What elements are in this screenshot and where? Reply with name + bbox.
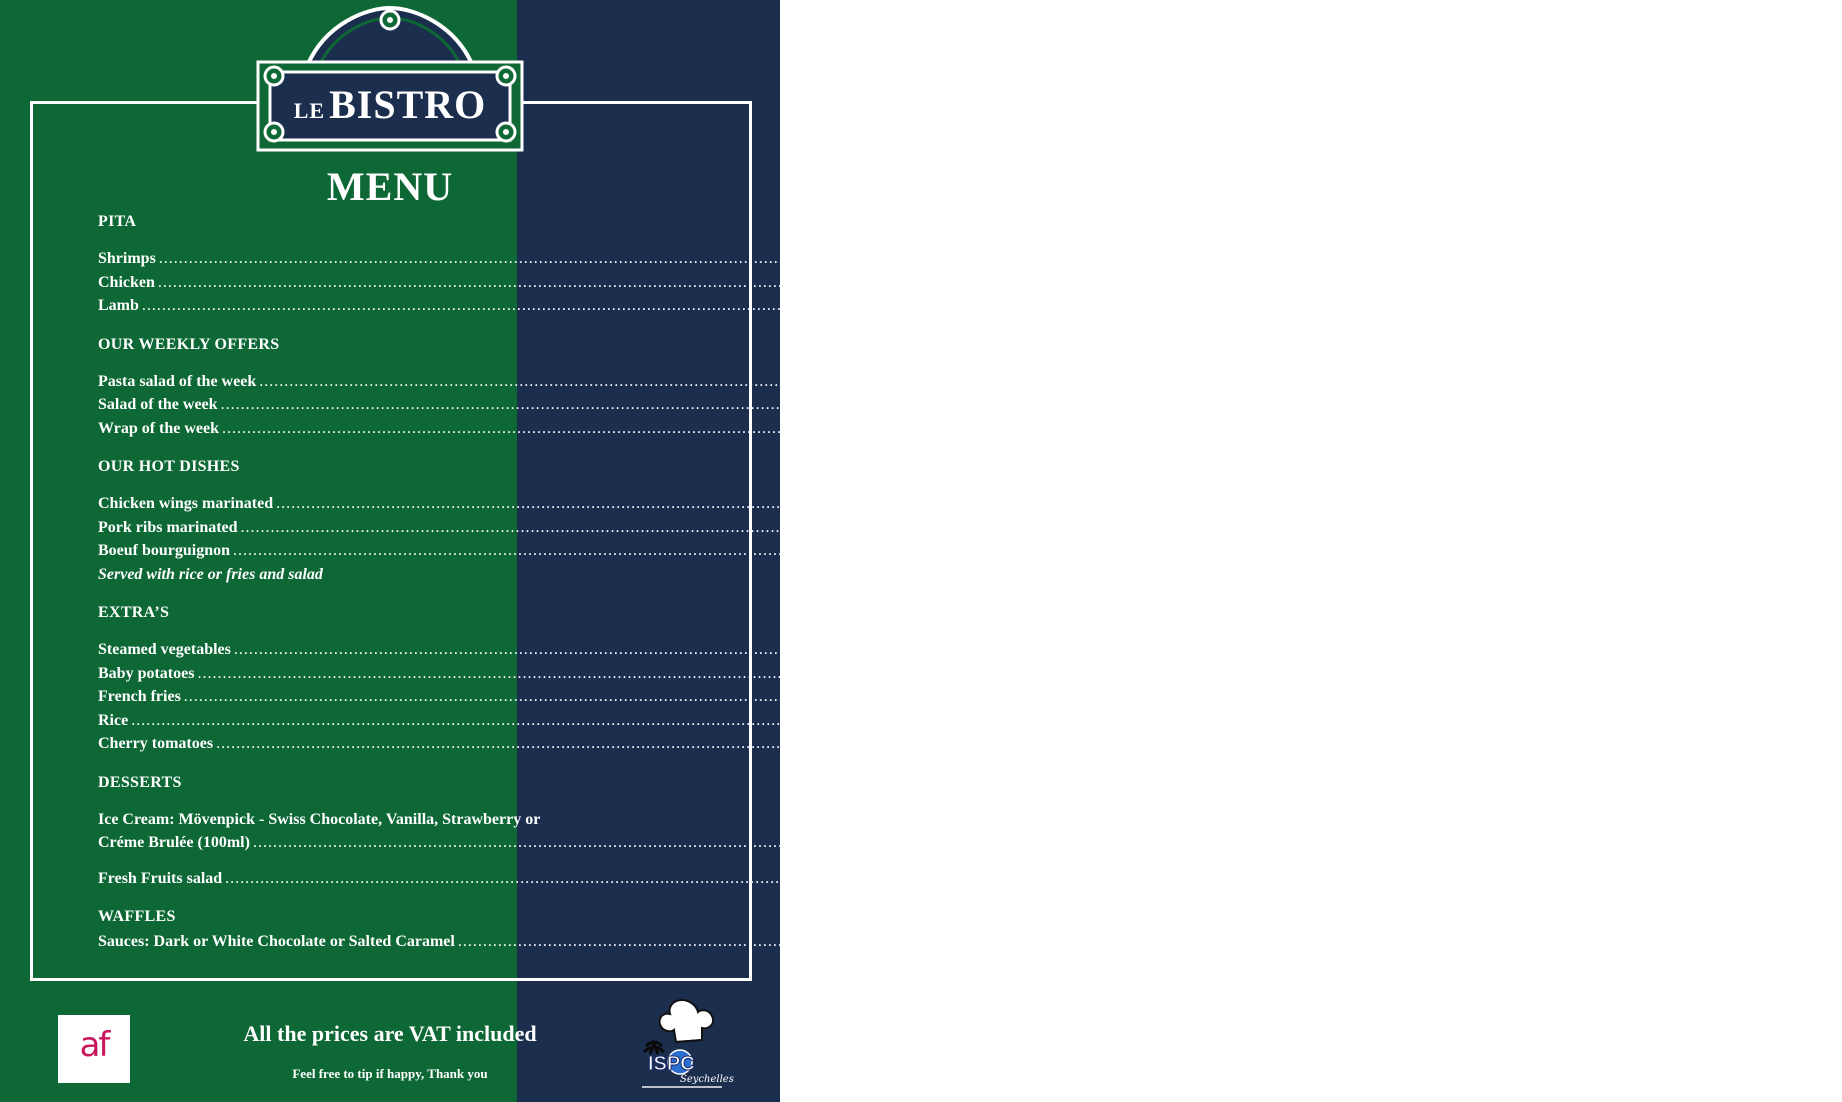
item-price: 80scr xyxy=(1607,372,1644,390)
section-title-weekly-offers: OUR WEEKLY OFFERS xyxy=(98,335,280,353)
ice-cream-line: Ice Cream: Mövenpick - Swiss Chocolate, Vanilla, Strawberry or xyxy=(98,810,541,828)
footer-tip-note: Feel free to tip if happy, Thank you xyxy=(292,1066,488,1081)
leader-dots xyxy=(241,516,1586,540)
item-price: 190scr xyxy=(1489,297,1535,314)
item-name: Créme Brulée (100ml) xyxy=(98,834,250,851)
leader-dots xyxy=(131,709,1476,733)
menu-item xyxy=(98,662,1582,686)
menu-item xyxy=(98,417,1607,441)
leader-dots xyxy=(216,732,1561,756)
menu-item xyxy=(98,370,1644,394)
leader-dots xyxy=(197,662,1542,686)
leader-dots xyxy=(158,271,1503,295)
leader-dots xyxy=(142,294,1487,318)
menu-item xyxy=(98,709,1516,733)
menu-item xyxy=(98,492,1669,516)
item-name: Sauces: Dark or White Chocolate or Salted Caramel xyxy=(98,933,455,950)
menu-item xyxy=(98,867,1610,891)
menu-item xyxy=(98,247,1552,271)
item-name: Pasta salad of the week xyxy=(98,372,257,390)
leader-dots xyxy=(222,417,1567,441)
item-name: Rice xyxy=(98,711,129,729)
item-price: 35scr xyxy=(1573,869,1610,887)
le-bistro-sign-logo xyxy=(256,4,524,154)
sign-text xyxy=(256,81,524,128)
item-price: 120scr xyxy=(1624,495,1669,512)
menu-item xyxy=(98,732,1601,756)
section-title-extras: EXTRA’S xyxy=(98,604,170,621)
hot-dishes-note: Served with rice or fries and salad xyxy=(98,565,323,583)
menu-item xyxy=(98,638,1619,662)
ispc-seychelles-logo xyxy=(636,996,734,1092)
footer-vat-note: All the prices are VAT included xyxy=(243,1021,537,1046)
leader-dots xyxy=(458,930,1803,954)
item-price: 170scr xyxy=(1506,250,1552,267)
menu-item xyxy=(98,294,1535,318)
item-price: 135scr xyxy=(1505,273,1551,291)
leader-dots xyxy=(159,247,1504,271)
leader-dots xyxy=(276,492,1621,516)
leader-dots xyxy=(184,685,1529,709)
section-title-desserts: DESSERTS xyxy=(98,773,182,791)
item-name: Cherry tomatoes xyxy=(98,735,214,752)
leader-dots xyxy=(234,638,1579,662)
section-title-waffles: WAFFLES xyxy=(98,908,176,925)
menu-item xyxy=(98,539,1626,563)
menu-item xyxy=(98,271,1551,295)
item-price: 175scr xyxy=(1588,518,1633,536)
af-logo-text: af xyxy=(79,1025,109,1065)
menu-item xyxy=(98,685,1569,709)
sign-bistro: BISTRO xyxy=(329,82,487,127)
leader-dots xyxy=(233,539,1578,563)
spacer xyxy=(98,855,683,867)
item-name: Salad of the week xyxy=(98,396,218,413)
item-price: 25scr xyxy=(1531,688,1569,705)
item-name: French fries xyxy=(98,688,181,705)
item-name: Baby potatoes xyxy=(98,664,195,682)
item-price: 50scr xyxy=(1581,641,1619,658)
menu-body xyxy=(98,211,1842,954)
section-title-hot-dishes: OUR HOT DISHES xyxy=(98,458,240,475)
item-name: Wrap of the week xyxy=(98,419,220,437)
menu-title: MENU xyxy=(326,164,454,209)
item-name: Steamed vegetables xyxy=(98,641,231,658)
item-price: 80scr xyxy=(1570,419,1607,437)
leader-dots xyxy=(221,393,1566,417)
item-name: Chicken xyxy=(98,273,155,291)
ispc-script-text: Seychelles xyxy=(680,1074,734,1085)
item-name: Shrimps xyxy=(98,250,156,267)
item-name: Boeuf bourguignon xyxy=(98,542,231,559)
item-price: 190scr xyxy=(1581,542,1626,559)
leader-dots xyxy=(253,831,1598,855)
sign-le: LE xyxy=(293,98,326,123)
item-name: Lamb xyxy=(98,297,139,314)
item-name: Chicken wings marinated xyxy=(98,495,274,512)
menu-item xyxy=(98,393,1605,417)
item-price: 60scr xyxy=(1568,396,1605,413)
item-price: 15scr xyxy=(1479,711,1516,729)
leader-dots xyxy=(259,370,1604,394)
section-title-pita: PITA xyxy=(98,213,137,230)
item-name: Fresh Fruits salad xyxy=(98,869,223,887)
menu-item xyxy=(98,930,1842,954)
item-price: 30scr xyxy=(1805,933,1842,950)
leader-dots xyxy=(225,867,1570,891)
item-price: 56scr xyxy=(1600,834,1638,851)
menu-item xyxy=(98,516,1633,540)
menu-item xyxy=(98,831,1638,855)
item-price: 50scr xyxy=(1545,664,1582,682)
sign-shape xyxy=(256,4,524,154)
item-price: 35scr xyxy=(1564,735,1601,752)
item-name: Pork ribs marinated xyxy=(98,518,238,536)
ispc-text: ISPC xyxy=(648,1053,695,1075)
chef-hat-icon xyxy=(636,996,734,1092)
